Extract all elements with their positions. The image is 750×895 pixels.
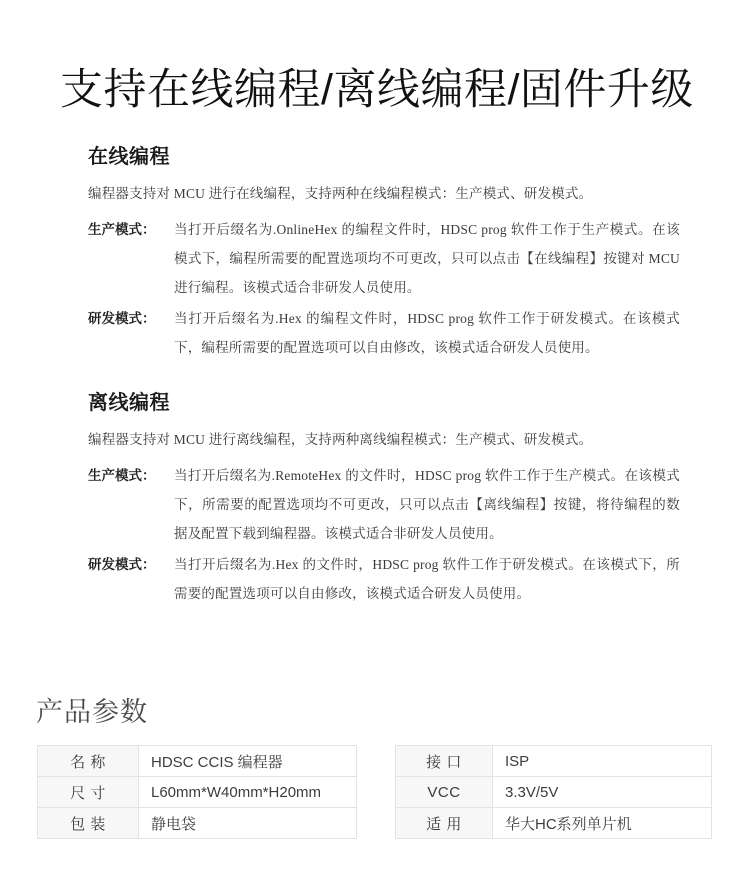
table-row (396, 777, 712, 808)
param-key-vcc: VCC (396, 777, 493, 808)
product-parameters-tables (37, 745, 750, 839)
section-offline-programming (0, 386, 750, 608)
table-row (396, 746, 712, 777)
mode-label-offline-development: 研发模式： (88, 557, 156, 572)
mode-label-online-production: 生产模式： (88, 222, 156, 237)
section-heading-offline: 离线编程 (88, 392, 170, 414)
product-parameters-block (0, 690, 750, 839)
param-value-name: HDSC CCIS 编程器 (139, 746, 357, 777)
param-value-vcc: 3.3V/5V (493, 777, 712, 808)
mode-text-offline-development: 当打开后缀名为.Hex 的文件时，HDSC prog 软件工作于研发模式。在该模式下，所需要的配置选项可以自由修改，该模式适合研发人员使用。 (174, 557, 680, 601)
mode-text-online-development: 当打开后缀名为.Hex 的编程文件时，HDSC prog 软件工作于研发模式。在该模式下，编程所需要的配置选项可以自由修改，该模式适合研发人员使用。 (174, 311, 680, 355)
mode-label-online-development: 研发模式： (88, 311, 156, 326)
parameters-table-left (37, 745, 357, 839)
mode-row-online-development (88, 304, 680, 362)
mode-label-offline-production: 生产模式： (88, 468, 156, 483)
section-intro-online: 编程器支持对 MCU 进行在线编程，支持两种在线编程模式：生产模式、研发模式。 (88, 186, 593, 201)
table-row (38, 777, 357, 808)
feature-article (0, 140, 750, 610)
page-title: 支持在线编程/离线编程/固件升级 (60, 66, 694, 114)
param-key-packaging: 包 装 (38, 808, 139, 839)
parameters-table-right (395, 745, 712, 839)
param-key-applicable: 适 用 (396, 808, 493, 839)
table-row (38, 808, 357, 839)
product-parameters-heading: 产品参数 (36, 697, 148, 727)
table-row (38, 746, 357, 777)
param-value-size: L60mm*W40mm*H20mm (139, 777, 357, 808)
mode-row-offline-production (88, 461, 680, 548)
mode-text-online-production: 当打开后缀名为.OnlineHex 的编程文件时，HDSC prog 软件工作于生产模式。在该模式下，编程所需要的配置选项均不可更改，只可以点击【在线编程】按键对 MCU 进行编程。该模式适合非研发人员使用。 (174, 222, 680, 295)
mode-text-offline-production: 当打开后缀名为.RemoteHex 的文件时，HDSC prog 软件工作于生产模式。在该模式下，所需要的配置选项均不可更改，只可以点击【离线编程】按键，将待编程的数据及配置下载到编程器。该模式适合非研发人员使用。 (174, 468, 680, 541)
param-key-interface: 接 口 (396, 746, 493, 777)
param-value-applicable: 华大HC系列单片机 (493, 808, 712, 839)
param-key-size: 尺 寸 (38, 777, 139, 808)
param-key-name: 名 称 (38, 746, 139, 777)
mode-row-online-production (88, 215, 680, 302)
table-row (396, 808, 712, 839)
param-value-packaging: 静电袋 (139, 808, 357, 839)
section-online-programming (0, 140, 750, 362)
section-heading-online: 在线编程 (88, 146, 170, 168)
section-intro-offline: 编程器支持对 MCU 进行离线编程，支持两种离线编程模式：生产模式、研发模式。 (88, 432, 593, 447)
param-value-interface: ISP (493, 746, 712, 777)
mode-row-offline-development (88, 550, 680, 608)
